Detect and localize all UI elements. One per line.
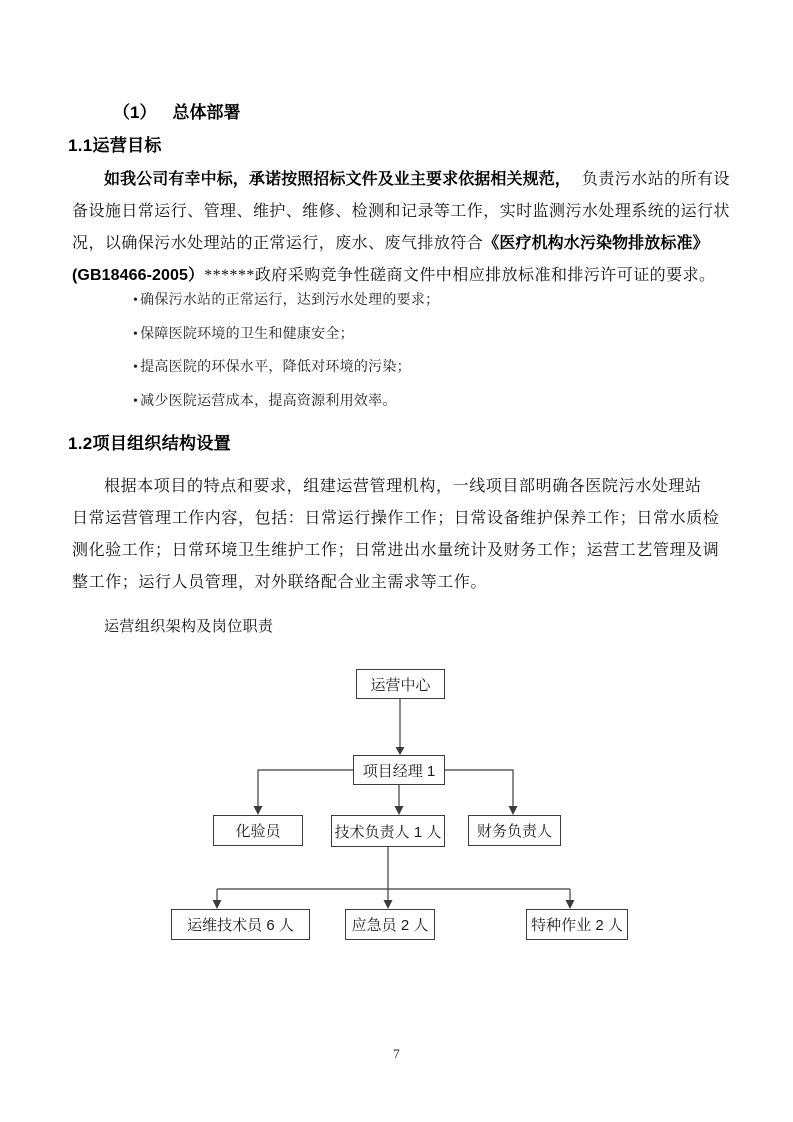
paragraph-line: 日常运营管理工作内容，包括：日常运行操作工作；日常设备维护保养工作；日常水质检 xyxy=(72,510,720,527)
list-item-text: 保障医院环境的卫生和健康安全； xyxy=(140,326,354,342)
org-node-lab-technician: 化验员 xyxy=(213,815,303,846)
bullet-icon: • xyxy=(133,360,139,375)
org-node-technical-lead: 技术负责人 1 人 xyxy=(331,815,445,847)
paragraph-line: 备设施日常运行、管理、维护、维修、检测和记录等工作，实时监测污水处理系统的运行状 xyxy=(72,203,731,220)
paragraph-line xyxy=(72,228,727,260)
paragraph-line: 测化验工作；日常环境卫生维护工作；日常进出水量统计及财务工作；运营工艺管理及调 xyxy=(72,542,720,559)
bullet-icon: • xyxy=(133,293,139,308)
heading-section-1-2: 1.2项目组织结构设置 xyxy=(68,434,231,453)
heading-level1-title: 总体部署 xyxy=(172,103,241,122)
bullet-icon: • xyxy=(133,326,139,342)
heading-level1-number: （1） xyxy=(113,103,157,122)
bold-text-standard-name: 《医疗机构水污染物排放标准》 xyxy=(483,235,709,252)
list-item-text: 确保污水站的正常运行，达到污水处理的要求； xyxy=(140,293,440,308)
org-node-om-technicians: 运维技术员 6 人 xyxy=(171,909,310,940)
paragraph-line: 根据本项目的特点和要求，组建运营管理机构，一线项目部明确各医院污水处理站 xyxy=(104,478,702,495)
bold-text-standard-code: (GB18466-2005） xyxy=(72,267,205,284)
list-item xyxy=(133,318,439,352)
paragraph-line: 整工作；运行人员管理，对外联络配合业主需求等工作。 xyxy=(72,574,488,591)
org-node-special-operations: 特种作业 2 人 xyxy=(526,909,628,940)
org-node-emergency-staff: 应急员 2 人 xyxy=(345,909,435,940)
list-item xyxy=(133,385,439,419)
list-item-text: 提高医院的环保水平，降低对环境的污染； xyxy=(140,360,411,375)
body-text: 负责污水站的所有设 xyxy=(581,171,730,188)
org-node-operations-center: 运营中心 xyxy=(356,669,445,699)
list-item-text: 减少医院运营成本，提高资源利用效率。 xyxy=(140,393,397,409)
paragraph-operation-goal xyxy=(72,164,731,292)
body-text: 况，以确保污水处理站的正常运行，废水、废气排放符合 xyxy=(72,235,484,252)
paragraph-line xyxy=(72,164,730,196)
list-item xyxy=(133,351,439,385)
org-chart-caption: 运营组织架构及岗位职责 xyxy=(104,619,274,635)
org-chart xyxy=(0,660,793,960)
bold-text-commitment: 如我公司有幸中标，承诺按照招标文件及业主要求依据相关规范， xyxy=(104,171,571,188)
paragraph-org-structure xyxy=(72,471,727,599)
org-node-project-manager: 项目经理 1 xyxy=(353,755,445,785)
bullet-icon: • xyxy=(133,393,139,409)
heading-level1 xyxy=(113,98,240,123)
heading-section-1-1: 1.1运营目标 xyxy=(68,136,162,155)
goal-bullet-list xyxy=(133,284,439,418)
list-item xyxy=(133,284,439,318)
page-number: 7 xyxy=(393,1046,400,1061)
org-node-finance-lead: 财务负责人 xyxy=(468,815,561,846)
body-text: ******政府采购竞争性磋商文件中相应排放标准和排污许可证的要求。 xyxy=(204,267,716,284)
